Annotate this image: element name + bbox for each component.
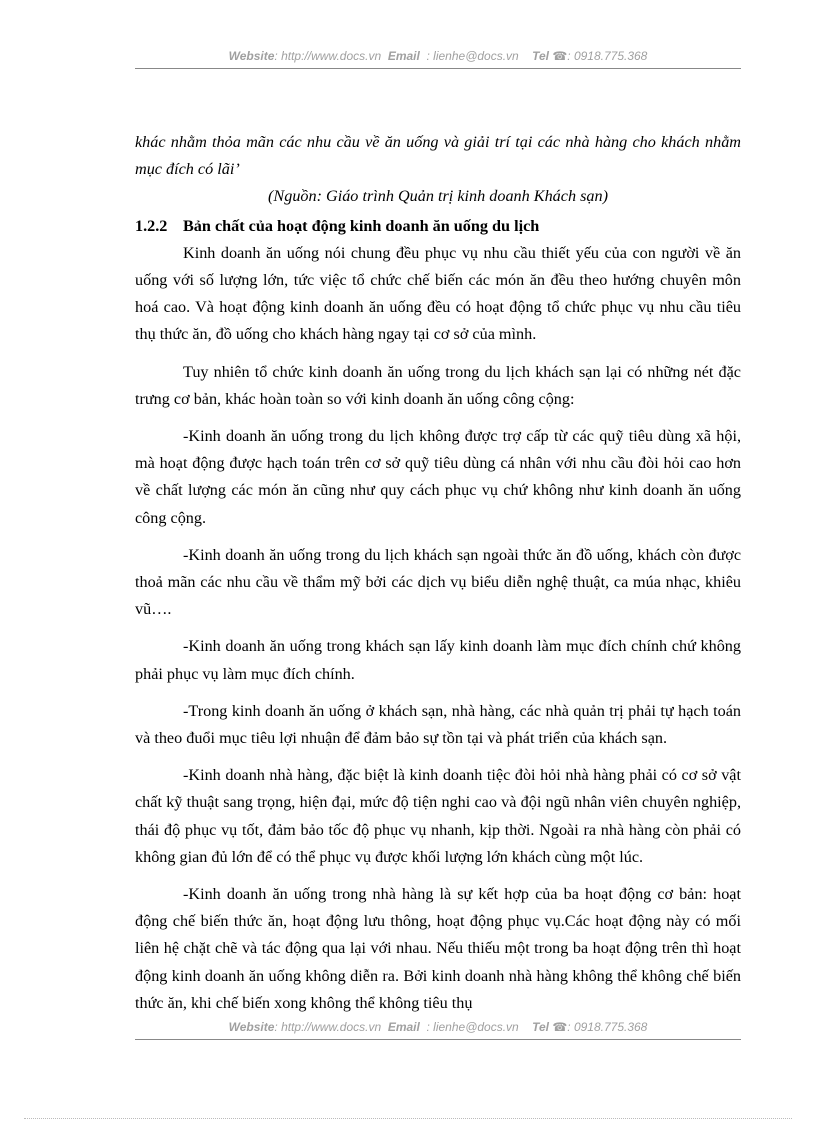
section-title: Bản chất của hoạt động kinh doanh ăn uống du lịch — [183, 216, 540, 235]
phone-icon: ☎ — [552, 49, 568, 63]
footer-rule — [135, 1039, 741, 1040]
footer-tel-value: : 0918.775.368 — [567, 1020, 648, 1034]
header-rule — [135, 68, 741, 69]
page-bottom-divider — [24, 1118, 792, 1119]
header-email-value[interactable]: : lienhe@docs.vn — [426, 49, 519, 63]
footer-email-label: Email — [387, 1020, 420, 1034]
header-email-label: Email — [387, 49, 420, 63]
footer-tel-label: Tel — [532, 1020, 549, 1034]
section-heading — [135, 213, 741, 240]
page-header — [135, 48, 741, 64]
paragraph: Tuy nhiên tổ chức kinh doanh ăn uống trong du lịch khách sạn lại có những nét đặc trưng cơ bản, khác hoàn toàn so với kinh doanh ăn uống công cộng: — [135, 362, 741, 408]
source-citation: (Nguồn: Giáo trình Quản trị kinh doanh Khách sạn) — [268, 187, 608, 206]
header-website-value[interactable]: : http://www.docs.vn — [274, 49, 382, 63]
phone-icon: ☎ — [552, 1020, 568, 1034]
paragraph: -Kinh doanh nhà hàng, đặc biệt là kinh doanh tiệc đòi hỏi nhà hàng phải có cơ sở vật chất kỹ thuật sang trọng, hiện đại, mức độ tiện nghi cao và đội ngũ nhân viên chuyên nghiệp, thái độ phục vụ tốt, đảm bảo tốc độ phục vụ nhanh, kịp thời. Ngoài ra nhà hàng còn phải có không gian đủ lớn để có thể phục vụ được khối lượng lớn khách cùng một lúc. — [135, 766, 741, 866]
header-tel-label: Tel — [532, 49, 549, 63]
header-website-label: Website — [228, 49, 275, 63]
paragraph: -Kinh doanh ăn uống trong khách sạn lấy kinh doanh làm mục đích chính chứ không phải phục vụ làm mục đích chính. — [135, 637, 741, 683]
header-tel-value: : 0918.775.368 — [567, 49, 648, 63]
document-body — [135, 129, 741, 1017]
paragraph: Kinh doanh ăn uống nói chung đều phục vụ nhu cầu thiết yếu của con người về ăn uống với số lượng lớn, tức việc tổ chức chế biến các món ăn đều theo hướng chuyên môn hoá cao. Và hoạt động kinh doanh ăn uống đều có hoạt động tổ chức phục vụ nhu cầu tiêu thụ thức ăn, đồ uống cho khách hàng ngay tại cơ sở của mình. — [135, 243, 741, 344]
paragraph: -Kinh doanh ăn uống trong du lịch không được trợ cấp từ các quỹ tiêu dùng xã hội, mà hoạt động được hạch toán trên cơ sở quỹ tiêu dùng cá nhân với nhu cầu đòi hỏi cao hơn về chất lượng các món ăn cũng như quy cách phục vụ chứ không như kinh doanh ăn uống công cộng. — [135, 427, 741, 527]
footer-website-value[interactable]: : http://www.docs.vn — [274, 1020, 382, 1034]
paragraph: -Trong kinh doanh ăn uống ở khách sạn, nhà hàng, các nhà quản trị phải tự hạch toán và theo đuổi mục tiêu lợi nhuận để đảm bảo sự tồn tại và phát triển của khách sạn. — [135, 701, 741, 748]
footer-website-label: Website — [228, 1020, 275, 1034]
section-number: 1.2.2 — [135, 216, 168, 235]
paragraph: -Kinh doanh ăn uống trong nhà hàng là sự kết hợp của ba hoạt động cơ bản: hoạt động chế biến thức ăn, hoạt động lưu thông, hoạt động phục vụ.Các hoạt động này có mối liên hệ chặt chẽ và tác động qua lại với nhau. Nếu thiếu một trong ba hoạt động trên thì hoạt động kinh doanh ăn uống không diễn ra. Bởi kinh doanh nhà hàng không thể không chế biến thức ăn, khi chế biến xong không thể không tiêu thụ — [135, 885, 741, 1012]
footer-email-value[interactable]: : lienhe@docs.vn — [426, 1020, 519, 1034]
page-footer — [135, 1019, 741, 1035]
quote-continuation: khác nhằm thỏa mãn các nhu cầu về ăn uống và giải trí tại các nhà hàng cho khách nhằm mục đích có lãi’ — [135, 133, 741, 179]
paragraph: -Kinh doanh ăn uống trong du lịch khách sạn ngoài thức ăn đồ uống, khách còn được thoả mãn các nhu cầu về thẩm mỹ bởi các dịch vụ biểu diễn nghệ thuật, ca múa nhạc, khiêu vũ…. — [135, 545, 741, 619]
